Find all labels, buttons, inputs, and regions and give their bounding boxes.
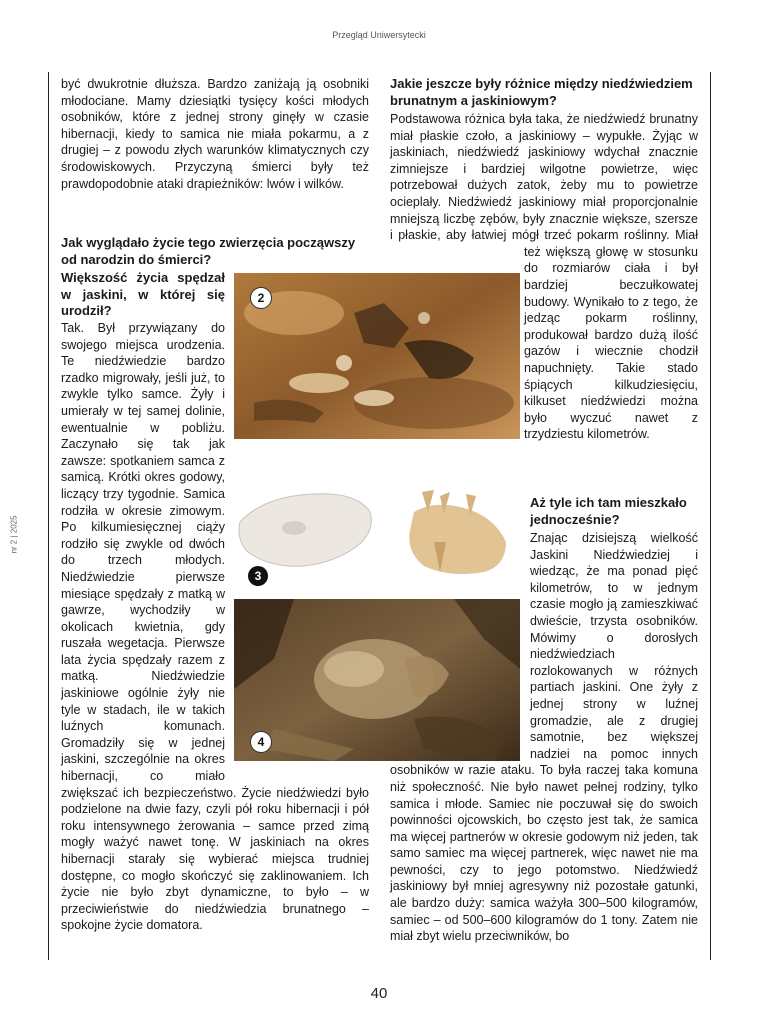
question-bear-differences: Jakie jeszcze były różnice między niedźwiedziem brunatnym a jaskiniowym? <box>390 76 693 108</box>
paragraph-cave-population: Znając dzisiejszą wielkość Jaskini Niedźwiedziej i wiedząc, że ma ponad pięć kilometrów, to w jednym czasie mogło ją zamieszkiwać dwieście, trzysta osobników. Mówimy o dorosłych niedźwiedziach rozlokowanych w różnych partiach jaskini. One żyły z jednej strony w luźnej gromadzie, ale z drugiej samotnie, bez większej nadziei na pomoc innych osobników w razie ataku. To była raczej taka komuna niż społeczność. Nie było nawet pełnej rodziny, tylko samica i młode. Samiec nie poczuwał się do swoich powinności ojcowskich, bo często jest tak, że samica ma więcej partnerów w okresie godowym niż jeden, tak samo samiec ma więcej partnerek, więc nawet nie ma pewności, czy to jego potomstwo. Niedźwiedź jaskiniowy był mniej agresywny niż pozostałe gatunki, ale bardzo duży: samica ważyła 300–500 kilogramów, samiec – od 500–600 kilogramów do 1 tony. Zatem nie miał zbyt wielu przeciwników, bo <box>390 531 698 944</box>
question-cave-population: Aż tyle ich tam mieszkało jednocześnie? <box>530 495 687 527</box>
right-column-rule <box>710 72 711 960</box>
paragraph-bear-differences: Podstawowa różnica była taka, że niedźwiedź brunatny miał płaskie czoło, a jaskiniowy – wypukłe. Żyjąc w jaskiniach, niedźwiedź jaskiniowy wdychał znacznie zimniejsze i bardziej wilgotne powietrze, więc potrzebował dużych zatok, żeby mu to powietrze ocieplały. Niedźwiedź jaskiniowy miał proporcjonalnie mniejszą liczbę zębów, były znacznie większe, szersze i płaskie, aby łatwiej mógł trzeć pokarm roślinny. Miał też większą głowę w stosunku do rozmiarów ciała i był bardziej beczułkowatej budowy. Wynikało to z tego, że jedząc pokarm roślinny, produkował bardzo dużą ilość gazów i wiecznie chodził napuchnięty. Takie stado śpiących kilkudziesięciu, kilkuset niedźwiedzi można było wyczuć nawet z trzydziestu kilometrów. <box>390 111 698 484</box>
running-header: Przegląd Uniwersytecki <box>332 30 426 40</box>
photo-number-badge: 4 <box>250 731 272 753</box>
left-column-rule <box>48 72 49 960</box>
page-number: 40 <box>370 985 388 1002</box>
paragraph-intro: być dwukrotnie dłuższa. Bardzo zaniżają ją osobniki młodociane. Mamy dziesiątki tysięcy kości młodych osobników, które z jednej strony ginęły w czasie hibernacji, kiedy to samica nie miała pokarmu, a z drugiej – z powodu złych warunków klimatycznych czy środowiskowych. Przyczyną śmierci były też prawdopodobnie ataki drapieżników: lwów i wilków. <box>61 77 369 191</box>
photo-number-badge: 3 <box>248 566 268 586</box>
photo-number-badge: 2 <box>250 287 272 309</box>
paragraph-life-cycle: Tak. Był przywiązany do swojego miejsca urodzenia. Te niedźwiedzie bardzo rzadko migrowały, jeśli już, to zwykle tylko samce. Żyły i umierały w tej samej dolinie, ewentualnie w pobliżu. Zaczynało się tak jak zawsze: spotkaniem samca z samicą. Krótki okres godowy, liczący trzy tygodnie. Samica rodziła w okresie zimowym. Po kilkumiesięcznej ciąży rodziło się zwykle od dwóch do trzech młodych. Niedźwiedzie pierwsze miesiące spędzały z matką w gawrze, wychodziły w okolicach kwietnia, gdy ruszała wegetacja. Pierwsze lata życia spędzały razem z matką. Niedźwiedzie jaskiniowe ogólnie żyły nie tyle w stadach, ile w takich luźnych komunach. Gromadziły się w jednej jaskini, szczególnie na okres hibernacji, co miało zwiększać ich bezpieczeństwo. Życie niedźwiedzi było podzielone na dwie fazy, czyli pół roku hibernacji i pół roku intensywnego żerowania – samce przed zimą mogły ważyć nawet tonę. W jaskiniach na okres hibernacji starały się wybierać miejsca trudniej dostępne, co mogło skończyć się zaklinowaniem. Ich życie nie było zbyt dynamiczne, to było – w przeciwieństwie do niedźwiedzia brunatnego – spokojne życie domatora. <box>61 321 369 933</box>
question-life-cycle: Jak wyglądało życie tego zwierzęcia począwszy od narodzin do śmierci? <box>61 235 356 267</box>
wrap-spacer <box>390 244 524 484</box>
question-cave-life: Większość życia spędzał w jaskini, w której się urodził? <box>61 270 225 319</box>
issue-label: nr 2 | 2025 <box>9 515 19 554</box>
wrap-spacer <box>390 530 530 762</box>
